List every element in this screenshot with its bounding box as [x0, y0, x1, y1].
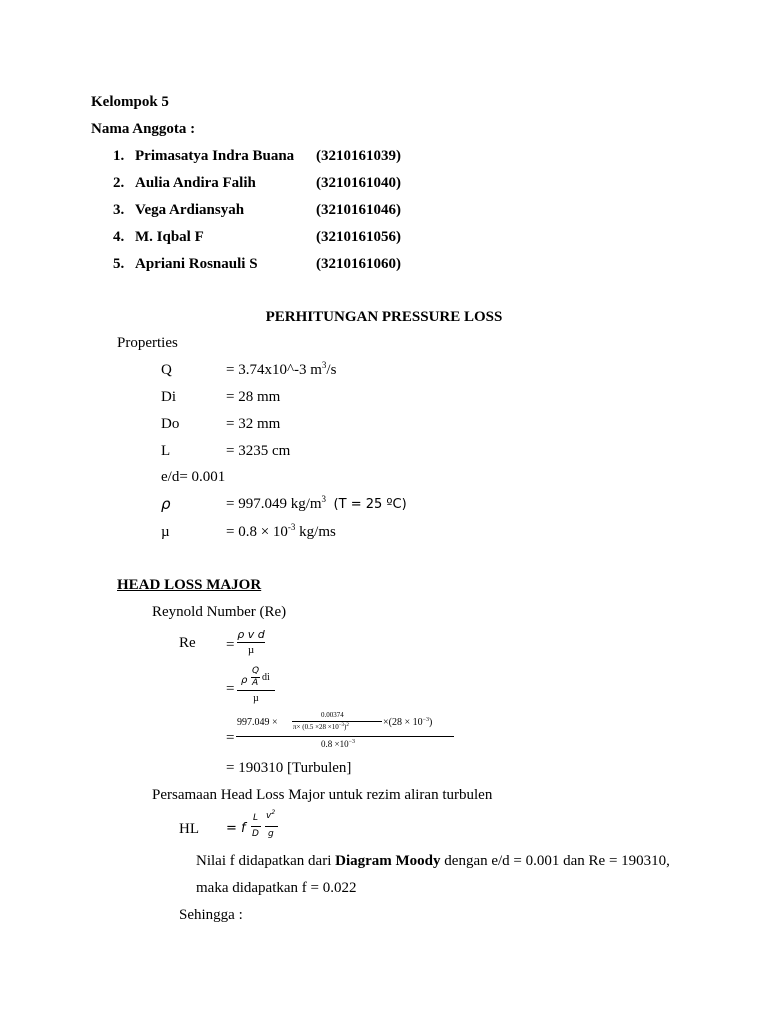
equals-sign: =	[226, 681, 235, 697]
rho-symbol: ρ	[161, 495, 171, 513]
l-symbol: L	[161, 443, 171, 459]
rho-value: = 997.049 $kg/m^3$ (T = 25 ºC)	[226, 494, 407, 512]
q-value: = 3.74x10^-3 $m^3/s$	[226, 360, 337, 378]
reynolds-substitution	[236, 711, 456, 751]
formula-a: A	[252, 678, 259, 688]
section-heading: HEAD LOSS MAJOR	[117, 577, 262, 593]
formula-q: Q	[252, 666, 260, 676]
member-id: (3210161060)	[316, 256, 401, 272]
therefore-label: Sehingga :	[179, 907, 243, 923]
member-id: (3210161039)	[316, 148, 401, 164]
viscosity-term: $0.8 \times 10^{-3}$	[321, 739, 355, 749]
page-title: PERHITUNGAN PRESSURE LOSS	[265, 309, 503, 325]
equals-sign: =	[226, 730, 235, 746]
gravity-term: g	[268, 829, 274, 839]
member-id: (3210161040)	[316, 175, 401, 191]
q-symbol: Q	[161, 362, 172, 378]
mu-value: = $0.8 \times 10^{-3}$ kg/ms	[226, 522, 336, 540]
density-term: 997.049 ×	[237, 717, 278, 728]
re-symbol: Re	[179, 635, 196, 651]
formula-denominator: µ	[253, 693, 259, 704]
mu-symbol: µ	[161, 524, 170, 540]
formula-di: di	[262, 672, 270, 683]
member-number: 1.	[113, 148, 125, 164]
do-symbol: Do	[161, 416, 180, 432]
relative-roughness: e/d= 0.001	[161, 469, 226, 485]
group-label: Kelompok 5	[91, 94, 169, 110]
area-term: $\pi\times (0.5 \times 28 \times 10^{-3})^2$	[293, 723, 349, 731]
member-name: Vega Ardiansyah	[135, 202, 245, 218]
member-name: Apriani Rosnauli S	[135, 256, 258, 272]
l-value: = 3235 cm	[226, 443, 291, 459]
formula-numerator: ρ v d	[237, 628, 265, 641]
formula-denominator: µ	[247, 644, 255, 656]
member-id: (3210161046)	[316, 202, 401, 218]
equals-sign: =	[226, 637, 235, 653]
member-name: Aulia Andira Falih	[135, 175, 256, 191]
member-number: 4.	[113, 229, 125, 245]
diameter-term: $\times(28 \times 10^{-3})$	[383, 717, 433, 728]
reynolds-formula	[237, 629, 265, 656]
member-number: 3.	[113, 202, 125, 218]
head-loss-formula	[226, 810, 286, 846]
turbulent-label: Persamaan Head Loss Major untuk rezim aliran turbulen	[152, 787, 493, 803]
reynolds-result: = 190310 [Turbulen]	[226, 760, 352, 776]
rho-symbol: ρ	[241, 675, 248, 686]
member-name: Primasatya Indra Buana	[135, 148, 295, 164]
member-id: (3210161056)	[316, 229, 401, 245]
di-symbol: Di	[161, 389, 176, 405]
member-number: 2.	[113, 175, 125, 191]
friction-note: Nilai f didapatkan dari Diagram Moody dengan e/d = 0.001 dan Re = 190310,	[196, 853, 670, 869]
friction-result: maka didapatkan f = 0.022	[196, 880, 357, 896]
properties-label: Properties	[117, 335, 178, 351]
do-value: = 32 mm	[226, 416, 281, 432]
reynold-label: Reynold Number (Re)	[152, 604, 287, 620]
diameter-term: D	[252, 829, 259, 839]
members-label: Nama Anggota :	[91, 121, 196, 137]
friction-factor-term: = f	[226, 821, 246, 836]
length-term: L	[253, 813, 259, 823]
hl-symbol: HL	[179, 821, 199, 837]
reynolds-formula-expanded	[237, 667, 275, 705]
member-number: 5.	[113, 256, 125, 272]
di-value: = 28 mm	[226, 389, 281, 405]
flow-rate-term: 0.00374	[321, 711, 344, 719]
member-name: M. Iqbal F	[135, 229, 204, 245]
velocity-term: $v^2$	[266, 809, 276, 821]
